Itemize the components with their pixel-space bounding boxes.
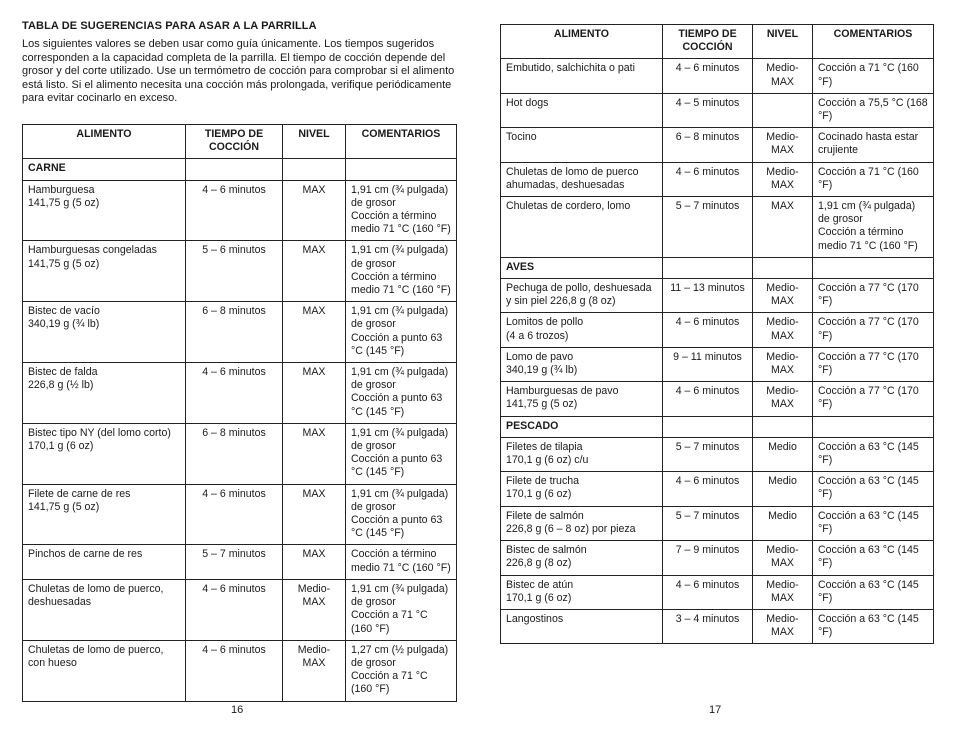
food-cell: [501, 93, 663, 127]
level-cell: Medio-MAX: [283, 579, 346, 640]
time-cell: 4 – 6 minutos: [186, 579, 283, 640]
food-line: 226,8 g (½ lb): [28, 379, 94, 392]
table-row: [501, 59, 934, 93]
table-row: [501, 541, 934, 575]
table-row: [23, 363, 457, 424]
food-line: Lomo de pavo: [506, 350, 574, 363]
food-line: 170,1 g (6 oz): [28, 440, 94, 453]
table-row: [23, 241, 457, 302]
time-cell: 4 – 5 minutos: [663, 93, 753, 127]
page-heading: TABLA DE SUGERENCIAS PARA ASAR A LA PARRILLA: [22, 20, 317, 32]
table-row: [501, 382, 934, 416]
comments-cell: [813, 575, 934, 609]
food-cell: [501, 313, 663, 347]
table-row: [501, 93, 934, 127]
food-line: 226,8 g (8 oz): [506, 557, 572, 570]
food-line: Langostinos: [506, 612, 564, 625]
comment-line: Cocinado hasta estar crujiente: [818, 131, 919, 157]
level-cell: Medio-MAX: [753, 128, 813, 162]
time-cell: 4 – 6 minutos: [663, 472, 753, 506]
table-row: [501, 313, 934, 347]
empty-cell: [753, 257, 813, 278]
comments-cell: [813, 472, 934, 506]
food-line: Bistec tipo NY (del lomo corto): [28, 426, 171, 439]
table-row: [501, 347, 934, 381]
food-line: Bistec de atún: [506, 578, 574, 591]
time-cell: 5 – 7 minutos: [663, 506, 753, 540]
food-line: Filete de carne de res: [28, 487, 131, 500]
table-row: [23, 302, 457, 363]
comments-cell: [813, 313, 934, 347]
table-row: [501, 472, 934, 506]
level-cell: Medio-MAX: [283, 640, 346, 701]
comment-line: Cocción a 63 °C (145 °F): [818, 440, 919, 467]
food-cell: [501, 162, 663, 196]
comments-cell: [813, 128, 934, 162]
level-cell: Medio-MAX: [753, 313, 813, 347]
empty-cell: [753, 416, 813, 437]
food-line: Bistec de vacío: [28, 305, 100, 318]
section-row: [23, 159, 457, 180]
food-cell: [23, 180, 186, 241]
comment-line: Cocción a punto 63 °C (145 °F): [351, 514, 443, 540]
level-cell: Medio: [753, 437, 813, 471]
level-cell: MAX: [283, 302, 346, 363]
food-cell: [23, 484, 186, 545]
comment-line: 1,91 cm (¾ pulgada) de grosor: [351, 426, 449, 453]
food-line: (4 a 6 trozos): [506, 329, 569, 342]
comment-line: Cocción a 63 °C (145 °F): [818, 612, 919, 639]
comment-line: Cocción a 63 °C (145 °F): [818, 475, 919, 501]
food-line: Filete de salmón: [506, 509, 584, 522]
comments-cell: [813, 279, 934, 313]
level-cell: Medio-MAX: [753, 279, 813, 313]
header-comentarios: COMENTARIOS: [813, 25, 934, 59]
comment-line: 1,91 cm (¾ pulgada) de grosor: [351, 366, 449, 392]
food-line: 141,75 g (5 oz): [28, 500, 100, 513]
food-cell: [501, 609, 663, 643]
food-cell: [23, 363, 186, 424]
section-label: PESCADO: [501, 416, 663, 437]
section-row: [501, 416, 934, 437]
food-cell: [501, 197, 663, 258]
comment-line: 1,91 cm (¾ pulgada) de grosor: [351, 183, 449, 209]
level-cell: [753, 93, 813, 127]
comments-cell: [813, 541, 934, 575]
level-cell: Medio-MAX: [753, 162, 813, 196]
time-cell: 7 – 9 minutos: [663, 541, 753, 575]
food-line: Hot dogs: [506, 96, 549, 109]
food-cell: [23, 545, 186, 579]
comment-line: Cocción a 77 °C (170 °F): [818, 316, 919, 342]
time-cell: 5 – 7 minutos: [663, 197, 753, 258]
time-cell: 5 – 7 minutos: [663, 437, 753, 471]
food-line: Chuletas de lomo de puerco, deshuesadas: [28, 582, 164, 609]
level-cell: Medio-MAX: [753, 347, 813, 381]
time-cell: 4 – 6 minutos: [663, 162, 753, 196]
food-line: 141,75 g (5 oz): [28, 257, 100, 270]
food-line: 226,8 g (6 – 8 oz) por pieza: [506, 522, 636, 535]
level-cell: MAX: [283, 241, 346, 302]
table-row: [501, 197, 934, 258]
empty-cell: [663, 416, 753, 437]
empty-cell: [186, 159, 283, 180]
table-row: [23, 423, 457, 484]
header-alimento: ALIMENTO: [501, 25, 663, 59]
comment-line: 1,91 cm (¾ pulgada) de grosor: [351, 487, 449, 513]
food-line: Hamburguesas de pavo: [506, 385, 619, 398]
level-cell: Medio-MAX: [753, 609, 813, 643]
comment-line: Cocción a término medio 71 °C (160 °F): [351, 210, 451, 236]
level-cell: MAX: [283, 423, 346, 484]
table-row: [501, 437, 934, 471]
level-cell: Medio-MAX: [753, 59, 813, 93]
food-line: 170,1 g (6 oz): [506, 488, 572, 501]
time-cell: 3 – 4 minutos: [663, 609, 753, 643]
food-line: 141,75 g (5 oz): [506, 398, 578, 411]
food-cell: [23, 241, 186, 302]
comment-line: Cocción a 71 °C (160 °F): [351, 609, 428, 635]
comment-line: Cocción a 77 °C (170 °F): [818, 282, 919, 308]
comments-cell: [346, 241, 457, 302]
level-cell: MAX: [753, 197, 813, 258]
food-line: Pinchos de carne de res: [28, 548, 143, 561]
food-cell: [501, 506, 663, 540]
comments-cell: [346, 640, 457, 701]
table-header-row: [501, 25, 934, 59]
food-line: 340,19 g (¾ lb): [506, 364, 578, 377]
intro-paragraph: Los siguientes valores se deben usar como guía únicamente. Los tiempos sugeridos corresponden a la capacidad completa de la parrilla. El tiempo de cocción depende del grosor y del corte utilizado. Use un termómetro de cocción para comprobar si el alimento está listo. Si el alimento necesita una cocción más prolongada, verifique periódicamente para evitar cocinarlo en exceso.: [22, 38, 455, 104]
food-line: Embutido, salchichita o pati: [506, 62, 635, 75]
table-header-row: [23, 125, 457, 159]
level-cell: Medio: [753, 506, 813, 540]
table-row: [501, 575, 934, 609]
time-cell: 4 – 6 minutos: [663, 575, 753, 609]
table-row: [501, 609, 934, 643]
comment-line: 1,91 cm (¾ pulgada) de grosor: [351, 305, 449, 331]
header-nivel: NIVEL: [753, 25, 813, 59]
grilling-table-left: [22, 124, 457, 702]
food-line: Hamburguesa: [28, 183, 95, 196]
comment-line: Cocción a 63 °C (145 °F): [818, 544, 919, 570]
food-cell: [501, 472, 663, 506]
food-line: Filetes de tilapia: [506, 440, 583, 453]
section-label: CARNE: [23, 159, 186, 180]
header-alimento: ALIMENTO: [23, 125, 186, 159]
comment-line: Cocción a 63 °C (145 °F): [818, 509, 919, 535]
comments-cell: [813, 197, 934, 258]
empty-cell: [813, 416, 934, 437]
table-row: [501, 506, 934, 540]
food-cell: [501, 437, 663, 471]
comment-line: Cocción a término medio 71 °C (160 °F): [351, 270, 451, 297]
comment-line: Cocción a 71 °C (160 °F): [818, 62, 919, 88]
food-cell: [501, 541, 663, 575]
comments-cell: [346, 579, 457, 640]
time-cell: 4 – 6 minutos: [186, 180, 283, 241]
food-line: Chuletas de lomo de puerco ahumadas, deshuesadas: [506, 165, 639, 191]
comments-cell: [813, 437, 934, 471]
level-cell: Medio-MAX: [753, 541, 813, 575]
comment-line: Cocción a 77 °C (170 °F): [818, 385, 919, 411]
food-line: Chuletas de lomo de puerco, con hueso: [28, 643, 164, 669]
level-cell: Medio-MAX: [753, 575, 813, 609]
food-cell: [501, 128, 663, 162]
food-cell: [501, 347, 663, 381]
header-tiempo: TIEMPO DE COCCIÓN: [663, 25, 753, 59]
header-comentarios: COMENTARIOS: [346, 125, 457, 159]
comments-cell: [346, 180, 457, 241]
comments-cell: [346, 363, 457, 424]
comment-line: Cocción a término medio 71 °C (160 °F): [818, 226, 918, 252]
time-cell: 4 – 6 minutos: [186, 363, 283, 424]
comment-line: Cocción a 63 °C (145 °F): [818, 578, 919, 604]
food-cell: [23, 640, 186, 701]
empty-cell: [813, 257, 934, 278]
food-cell: [23, 423, 186, 484]
time-cell: 11 – 13 minutos: [663, 279, 753, 313]
page-number: 16: [231, 704, 244, 716]
comment-line: Cocción a punto 63 °C (145 °F): [351, 392, 443, 418]
food-line: Hamburguesas congeladas: [28, 244, 157, 257]
comments-cell: [346, 484, 457, 545]
time-cell: 9 – 11 minutos: [663, 347, 753, 381]
food-cell: [501, 279, 663, 313]
level-cell: Medio: [753, 472, 813, 506]
comments-cell: [813, 347, 934, 381]
level-cell: Medio-MAX: [753, 382, 813, 416]
comment-line: Cocción a 71 °C (160 °F): [818, 165, 919, 191]
time-cell: 4 – 6 minutos: [663, 59, 753, 93]
table-row: [23, 579, 457, 640]
time-cell: 6 – 8 minutos: [186, 302, 283, 363]
time-cell: 5 – 7 minutos: [186, 545, 283, 579]
comment-line: Cocción a 77 °C (170 °F): [818, 350, 919, 377]
time-cell: 5 – 6 minutos: [186, 241, 283, 302]
comments-cell: [813, 506, 934, 540]
comment-line: Cocción a término medio 71 °C (160 °F): [351, 548, 451, 574]
comment-line: Cocción a punto 63 °C (145 °F): [351, 453, 443, 479]
food-line: Filete de trucha: [506, 475, 580, 488]
comments-cell: [346, 423, 457, 484]
table-row: [23, 545, 457, 579]
header-nivel: NIVEL: [283, 125, 346, 159]
comment-line: Cocción a punto 63 °C (145 °F): [351, 331, 443, 357]
table-row: [23, 180, 457, 241]
food-line: Tocino: [506, 131, 537, 144]
time-cell: 4 – 6 minutos: [186, 484, 283, 545]
time-cell: 6 – 8 minutos: [663, 128, 753, 162]
level-cell: MAX: [283, 545, 346, 579]
comment-line: Cocción a 71 °C (160 °F): [351, 670, 428, 696]
time-cell: 4 – 6 minutos: [663, 382, 753, 416]
level-cell: MAX: [283, 484, 346, 545]
table-row: [23, 640, 457, 701]
empty-cell: [663, 257, 753, 278]
table-row: [501, 128, 934, 162]
comment-line: 1,91 cm (¾ pulgada) de grosor: [351, 582, 449, 609]
time-cell: 4 – 6 minutos: [186, 640, 283, 701]
section-row: [501, 257, 934, 278]
food-cell: [23, 579, 186, 640]
table-row: [23, 484, 457, 545]
comment-line: 1,91 cm (¾ pulgada) de grosor: [818, 200, 916, 226]
grilling-table-right: [500, 24, 934, 644]
comments-cell: [813, 382, 934, 416]
empty-cell: [346, 159, 457, 180]
food-line: 170,1 g (6 oz): [506, 591, 572, 604]
comment-line: 1,27 cm (½ pulgada) de grosor: [351, 643, 449, 669]
food-line: 340,19 g (¾ lb): [28, 318, 100, 331]
food-cell: [23, 302, 186, 363]
comments-cell: [813, 93, 934, 127]
food-line: Pechuga de pollo, deshuesada y sin piel 226,8 g (8 oz): [506, 282, 652, 308]
comments-cell: [813, 59, 934, 93]
comment-line: Cocción a 75,5 °C (168 °F): [818, 96, 928, 123]
page-number: 17: [709, 704, 722, 716]
food-cell: [501, 575, 663, 609]
comments-cell: [346, 545, 457, 579]
food-cell: [501, 59, 663, 93]
level-cell: MAX: [283, 180, 346, 241]
food-line: Bistec de falda: [28, 366, 98, 379]
empty-cell: [283, 159, 346, 180]
comments-cell: [813, 162, 934, 196]
table-row: [501, 162, 934, 196]
food-line: Bistec de salmón: [506, 544, 587, 557]
comments-cell: [813, 609, 934, 643]
section-label: AVES: [501, 257, 663, 278]
comments-cell: [346, 302, 457, 363]
food-line: Lomitos de pollo: [506, 316, 584, 329]
time-cell: 4 – 6 minutos: [663, 313, 753, 347]
header-tiempo: TIEMPO DE COCCIÓN: [186, 125, 283, 159]
food-cell: [501, 382, 663, 416]
time-cell: 6 – 8 minutos: [186, 423, 283, 484]
table-row: [501, 279, 934, 313]
food-line: Chuletas de cordero, lomo: [506, 200, 631, 213]
comment-line: 1,91 cm (¾ pulgada) de grosor: [351, 244, 449, 270]
level-cell: MAX: [283, 363, 346, 424]
food-line: 170,1 g (6 oz) c/u: [506, 454, 589, 467]
food-line: 141,75 g (5 oz): [28, 196, 100, 209]
